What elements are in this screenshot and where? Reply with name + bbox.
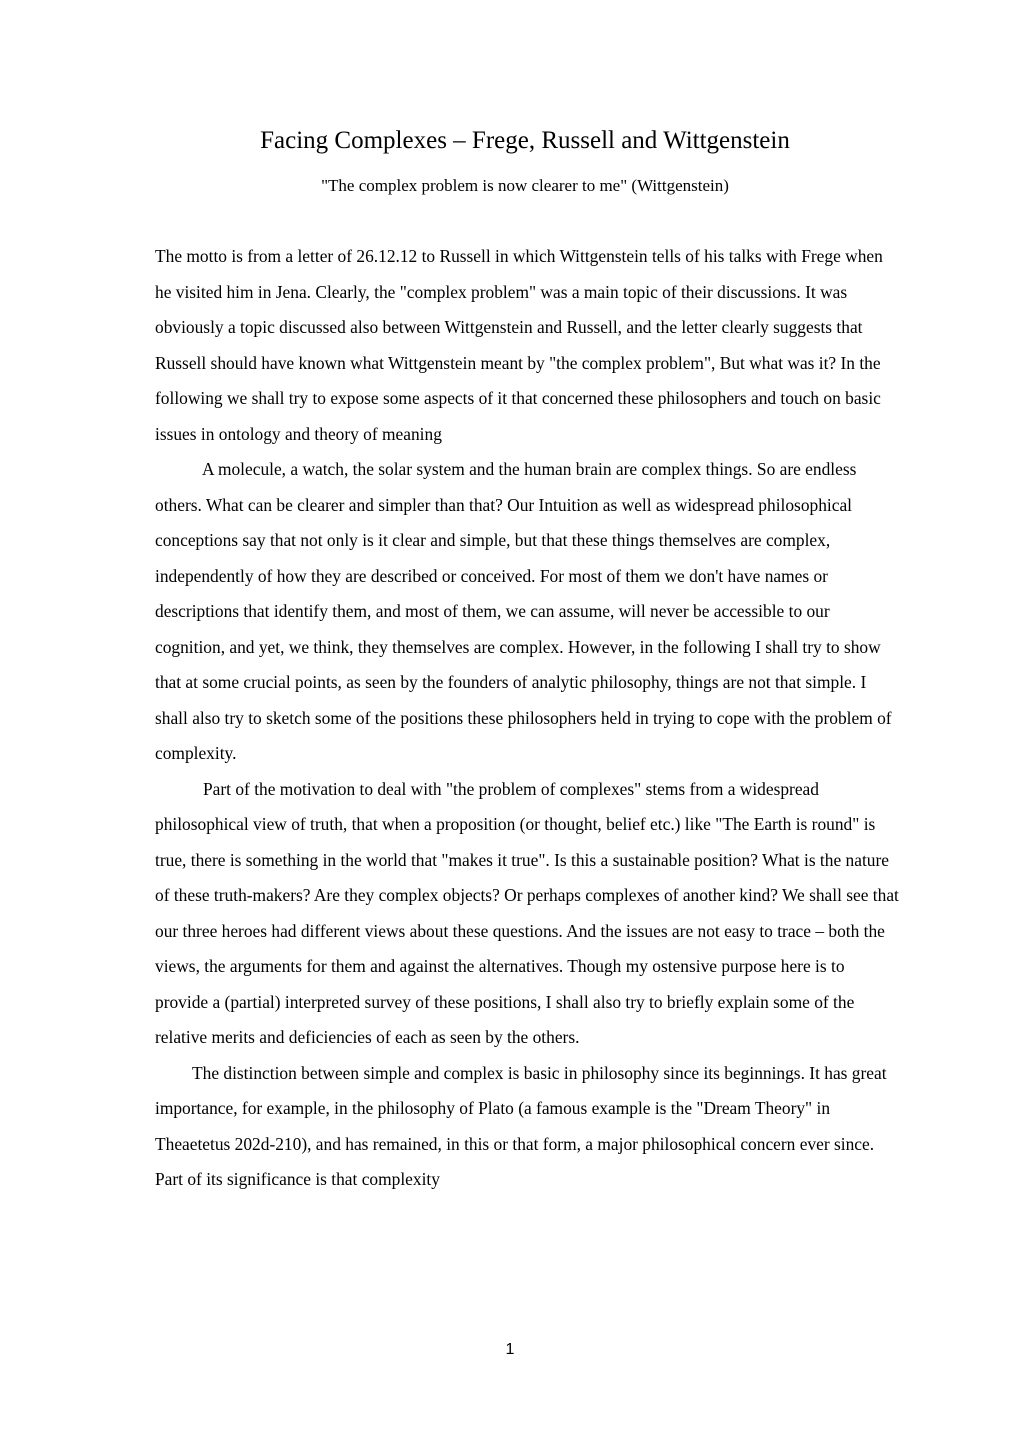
paragraph-1: The motto is from a letter of 26.12.12 to Russell in which Wittgenstein tells of his talks with Frege when he visited him in Jena. Clearly, the "complex problem" was a main topic of their discussions. It was obviously a topic discussed also between Wittgenstein and Russell, and the letter clearly suggests that Russell should have known what Wittgenstein meant by "the complex problem", But what was it? In the following we shall try to expose some aspects of it that concerned these philosophers and touch on basic issues in ontology and theory of meaning [155,246,883,444]
document-title: Facing Complexes – Frege, Russell and Wittgenstein [260,127,790,154]
motto: "The complex problem is now clearer to me" (Wittgenstein) [321,176,729,195]
paragraph-4: The distinction between simple and complex is basic in philosophy since its beginnings. It has great importance, for example, in the philosophy of Plato (a famous example is the "Dream Theory" in Theaetetus 202d-210), and has remained, in this or that form, a major philosophical concern ever since. Part of its significance is that complexity [155,1062,887,1189]
page-number: 1 [505,1341,515,1358]
body-text [155,239,900,1198]
paragraph-3: Part of the motivation to deal with "the problem of complexes" stems from a widespread philosophical view of truth, that when a proposition (or thought, belief etc.) like "The Earth is round" is true, there is something in the world that "makes it true". Is this a sustainable position? What is the nature of these truth-makers? Are they complex objects? Or perhaps complexes of another kind? We shall see that our three heroes had different views about these questions. And the issues are not easy to trace – both the views, the arguments for them and against the alternatives. Though my ostensive purpose here is to provide a (partial) interpreted survey of these positions, I shall also try to briefly explain some of the relative merits and deficiencies of each as seen by the others. [155,778,899,1047]
paragraph-2: A molecule, a watch, the solar system and the human brain are complex things. So are endless others. What can be clearer and simpler than that? Our Intuition as well as widespread philosophical conceptions say that not only is it clear and simple, but that these things themselves are complex, independently of how they are described or conceived. For most of them we don't have names or descriptions that identify them, and most of them, we can assume, will never be accessible to our cognition, and yet, we think, they themselves are complex. However, in the following I shall try to show that at some crucial points, as seen by the founders of analytic philosophy, things are not that simple. I shall also try to sketch some of the positions these philosophers held in trying to cope with the problem of complexity. [155,459,892,763]
